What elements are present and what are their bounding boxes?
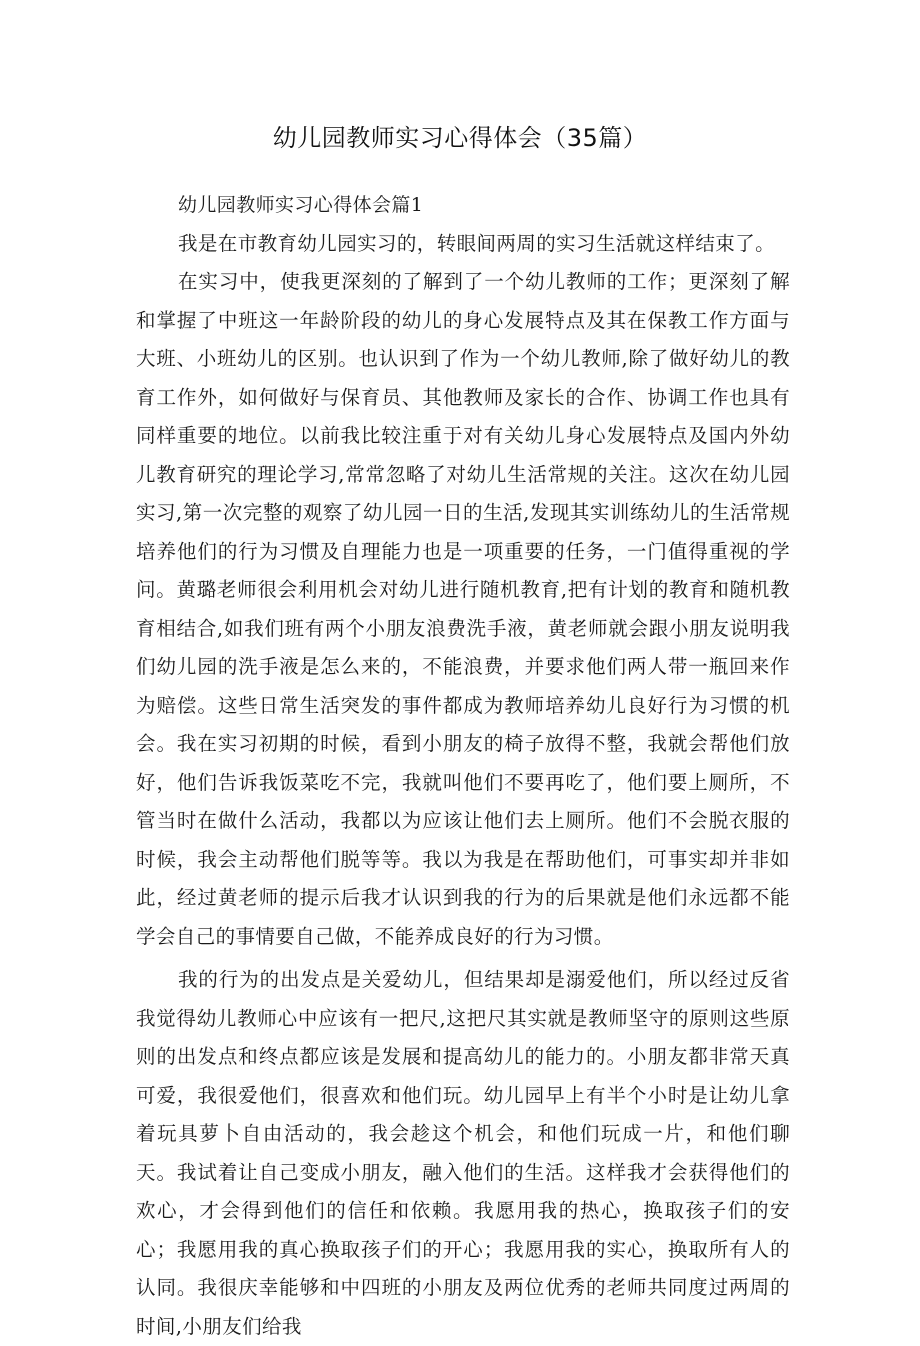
paragraph-3: 我的行为的出发点是关爱幼儿，但结果却是溺爱他们，所以经过反省我觉得幼儿教师心中应该有一把尺,这把尺其实就是教师坚守的原则这些原则的出发点和终点都应该是发展和提高幼儿的能力的。小朋友都非常天真可爱，我很爱他们，很喜欢和他们玩。幼儿园早上有半个小时是让幼儿拿着玩具萝卜自由活动的，我会趁这个机会，和他们玩成一片，和他们聊天。我试着让自己变成小朋友，融入他们的生活。这样我才会获得他们的欢心，才会得到他们的信任和依赖。我愿用我的热心，换取孩子们的安心；我愿用我的真心换取孩子们的开心；我愿用我的实心，换取所有人的认同。我很庆幸能够和中四班的小朋友及两位优秀的老师共同度过两周的时间,小朋友们给我 (136, 968, 790, 1338)
paragraph-1: 我是在市教育幼儿园实习的，转眼间两周的实习生活就这样结束了。 (178, 231, 776, 255)
section-heading: 幼儿园教师实习心得体会篇1 (178, 194, 424, 216)
paragraph-2: 在实习中，使我更深刻的了解到了一个幼儿教师的工作；更深刻了解和掌握了中班这一年龄阶段的幼儿的身心发展特点及其在保教工作方面与大班、小班幼儿的区别。也认识到了作为一个幼儿教师,除了做好幼儿的教育工作外，如何做好与保育员、其他教师及家长的合作、协调工作也具有同样重要的地位。以前我比较注重于对有关幼儿身心发展特点及国内外幼儿教育研究的理论学习,常常忽略了对幼儿生活常规的关注。这次在幼儿园实习,第一次完整的观察了幼儿园一日的生活,发现其实训练幼儿的生活常规培养他们的行为习惯及自理能力也是一项重要的任务，一门值得重视的学问。黄璐老师很会利用机会对幼儿进行随机教育,把有计划的教育和随机教育相结合,如我们班有两个小朋友浪费洗手液，黄老师就会跟小朋友说明我们幼儿园的洗手液是怎么来的，不能浪费，并要求他们两人带一瓶回来作为赔偿。这些日常生活突发的事件都成为教师培养幼儿良好行为习惯的机会。我在实习初期的时候，看到小朋友的椅子放得不整，我就会帮他们放好，他们告诉我饭菜吃不完，我就叫他们不要再吃了，他们要上厕所，不管当时在做什么活动，我都以为应该让他们去上厕所。他们不会脱衣服的时候，我会主动帮他们脱等等。我以为我是在帮助他们，可事实却并非如此，经过黄老师的提示后我才认识到我的行为的后果就是他们永远都不能学会自己的事情要自己做，不能养成良好的行为习惯。 (136, 270, 790, 948)
document-body (136, 186, 790, 1346)
document-title: 幼儿园教师实习心得体会（35篇） (272, 124, 648, 152)
